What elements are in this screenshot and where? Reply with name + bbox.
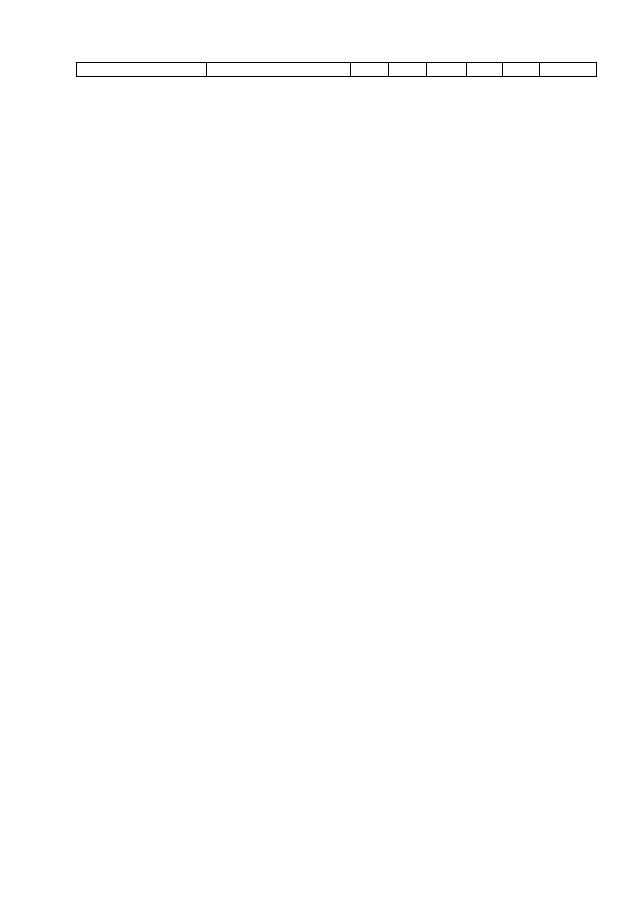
header-col-8 bbox=[540, 63, 596, 76]
table-header bbox=[76, 62, 597, 77]
header-col-7 bbox=[503, 63, 540, 76]
header-col-6 bbox=[467, 63, 504, 76]
header-col-2 bbox=[207, 63, 351, 76]
header-col-4 bbox=[389, 63, 427, 76]
header-col-3 bbox=[351, 63, 389, 76]
header-col-1 bbox=[77, 63, 207, 76]
header-col-5 bbox=[427, 63, 467, 76]
